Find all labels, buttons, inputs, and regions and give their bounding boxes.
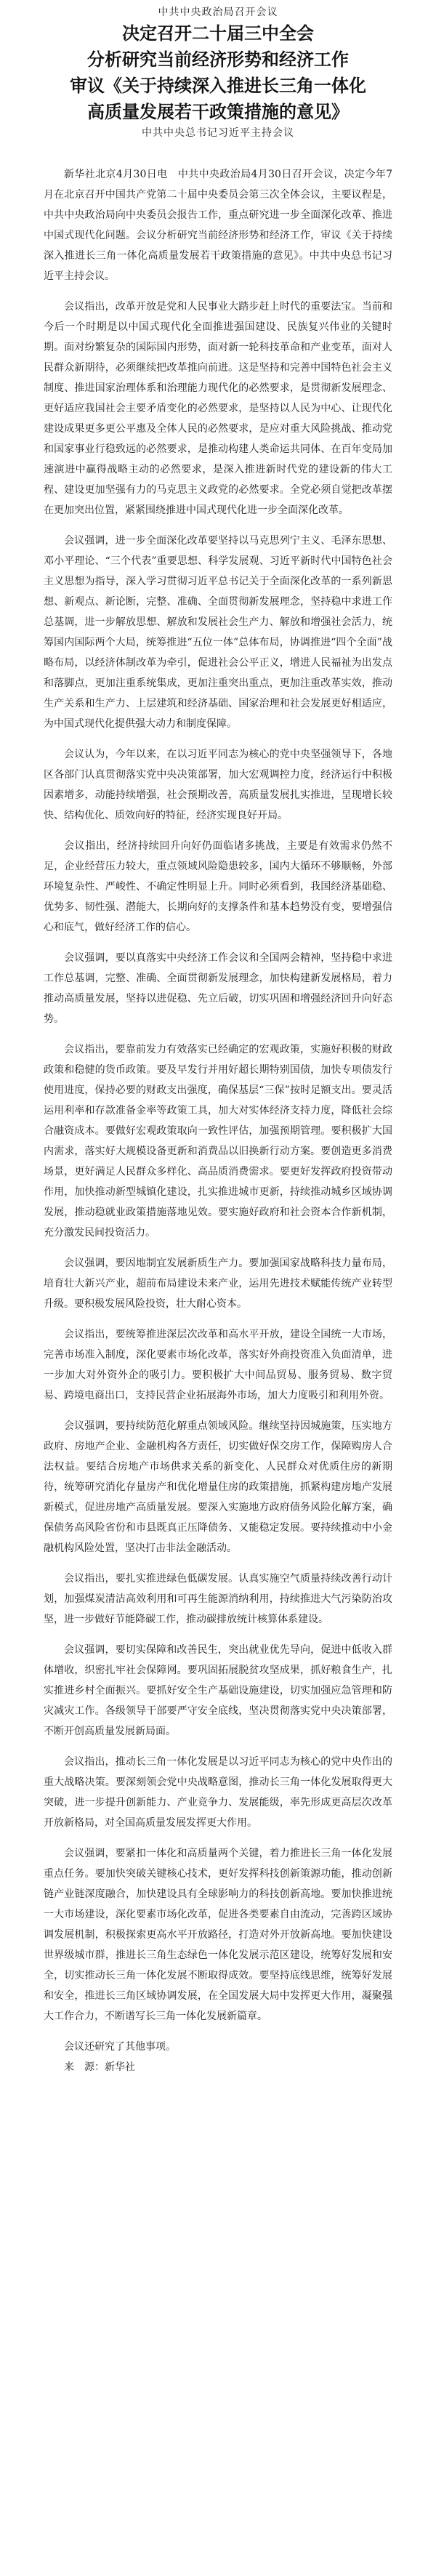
paragraph: 会议强调，要切实保障和改善民生，突出就业优先导向，促进中低收入群体增收，织密扎牢社会保障网。要巩固拓展脱贫攻坚成果，抓好粮食生产，扎实推进乡村全面振兴。要抓好安全生产基础设施建设，切实加强应急管理和防灾减灾工作。各级领导干部要严守安全底线，坚决贯彻落实党中央决策部署，不断开创高质量发展新局面。 (44, 1644, 392, 1737)
headline-line-3: 审议《关于持续深入推进长三角一体化 (70, 76, 366, 96)
paragraph: 会议强调，要紧扣一体化和高质量两个关键，着力推进长三角一体化发展重点任务。要加快突破关键核心技术，更好发挥科技创新策源功能，推动创新链产业链深度融合，加快建设具有全球影响力的科技创新高地。要加快推进统一大市场建设，深化要素市场化改革，促进各类要素自由流动，完善跨区域协调发展机制，积极探索更高水平开放路径，打造对外开放新高地。要加快建设世界级城市群，推进长三角生态绿色一体化发展示范区建设，统筹好发展和安全，切实推动长三角一体化发展不断取得成效。要坚持底线思维，统筹好发展和安全，推进长三角区域协调发展，在全国发展大局中发挥更大作用，凝聚强大工作合力，不断谱写长三角一体化发展新篇章。 (44, 1848, 392, 2022)
paragraph: 会议指出，要扎实推进绿色低碳发展。认真实施空气质量持续改善行动计划，加强煤炭清洁高效利用和可再生能源消纳利用，持续推进大气污染防治攻坚，进一步做好节能降碳工作，推动碳排放统计核算体系建设。 (44, 1573, 392, 1625)
source-line: 来 源：新华社 (64, 2061, 135, 2073)
article-header (0, 0, 436, 141)
paragraph: 会议指出，推动长三角一体化发展是以习近平同志为核心的党中央作出的重大战略决策。要深刻领会党中央战略意图，推动长三角一体化发展取得更大突破，进一步提升创新能力、产业竞争力、发展能级，率先形成更高层次改革开放新格局，对全国高质量发展发挥更大作用。 (44, 1756, 392, 1829)
paragraph: 会议指出，经济持续回升向好仍面临诸多挑战，主要是有效需求仍然不足，企业经营压力较大，重点领域风险隐患较多，国内大循环不够顺畅，外部环境复杂性、严峻性、不确定性明显上升。同时必须看到，我国经济基础稳、优势多、韧性强、潜能大，长期向好的支撑条件和基本趋势没有变，要增强信心和底气，做好经济工作的信心。 (44, 840, 392, 933)
header-kicker: 中共中央政治局召开会议 (158, 7, 278, 18)
headline-line-4: 高质量发展若干政策措施的意见》 (87, 102, 349, 122)
paragraph: 会议强调，要持续防范化解重点领域风险。继续坚持因城施策，压实地方政府、房地产企业、金融机构各方责任，切实做好保交房工作，保障购房人合法权益。要结合房地产市场供求关系的新变化、人民群众对优质住房的新期待，统筹研究消化存量房产和优化增量住房的政策措施，抓紧构建房地产发展新模式，促进房地产高质量发展。要深入实施地方政府债务风险化解方案，确保债务高风险省份和市县既真正压降债务、又能稳定发展。要持续推动中小金融机构风险处置，坚决打击非法金融活动。 (44, 1420, 392, 1554)
paragraph: 会议强调，进一步全面深化改革要坚持以马克思列宁主义、毛泽东思想、邓小平理论、“三个代表”重要思想、科学发展观、习近平新时代中国特色社会主义思想为指导，深入学习贯彻习近平总书记关于全面深化改革的一系列新思想、新观点、新论断，完整、准确、全面贯彻新发展理念，坚持稳中求进工作总基调，进一步解放思想、解放和发展社会生产力、解放和增强社会活力，统筹国内国际两个大局，统筹推进“五位一体”总体布局，协调推进“四个全面”战略布局，以经济体制改革为牵引，促进社会公平正义，增进人民福祉为出发点和落脚点，更加注重系统集成，更加注重突出重点，更加注重改革实效，推动生产关系和生产力、上层建筑和经济基础、国家治理和社会发展更好相适应，为中国式现代化提供强大动力和制度保障。 (44, 535, 392, 730)
paragraph: 会议指出，要统筹推进深层次改革和高水平开放，建设全国统一大市场，完善市场准入制度，深化要素市场化改革，落实好外商投资准入负面清单，进一步加大对外资外企的吸引力。要积极扩大中间品贸易、服务贸易、数字贸易、跨境电商出口，支持民营企业拓展海外市场，加大力度吸引和利用外资。 (44, 1329, 392, 1401)
headline-line-2: 分析研究当前经济形势和经济工作 (87, 49, 349, 70)
closing-line: 会议还研究了其他事项。 (64, 2041, 176, 2053)
paragraph: 会议认为，今年以来，在以习近平同志为核心的党中央坚强领导下，各地区各部门认真贯彻落实党中央决策部署，加大宏观调控力度，经济运行中积极因素增多，动能持续增强，社会预期改善，高质量发展扎实推进，呈现增长较快、结构优化、质效向好的特征，经济实现良好开局。 (44, 749, 392, 821)
paragraph: 会议强调，要以真落实中央经济工作会议和全国两会精神，坚持稳中求进工作总基调，完整、准确、全面贯彻新发展理念，加快构建新发展格局，着力推动高质量发展，坚持以进促稳、先立后破，切实巩固和增强经济回升向好态势。 (44, 952, 392, 1025)
paragraph: 会议指出，改革开放是党和人民事业大踏步赶上时代的重要法宝。当前和今后一个时期是以中国式现代化全面推进强国建设、民族复兴伟业的关键时期。面对纷繁复杂的国际国内形势，面对新一轮科技革命和产业变革，面对人民群众新期待，必须继续把改革推向前进。这是坚持和完善中国特色社会主义制度、推进国家治理体系和治理能力现代化的必然要求，是贯彻新发展理念、更好适应我国社会主要矛盾变化的必然要求，是坚持以人民为中心、让现代化建设成果更多更公平惠及全体人民的必然要求，是应对重大风险挑战、推动党和国家事业行稳致远的必然要求，是推动构建人类命运共同体、在百年变局加速演进中赢得战略主动的必然要求，是深入推进新时代党的建设新的伟大工程、建设更加坚强有力的马克思主义政党的必然要求。全党必须自觉把改革摆在更加突出位置，紧紧围绕推进中国式现代化进一步全面深化改革。 (44, 301, 392, 516)
paragraph: 会议强调，要因地制宜发展新质生产力。要加强国家战略科技力量布局，培育壮大新兴产业，超前布局建设未来产业，运用先进技术赋能传统产业转型升级。要积极发展风险投资，壮大耐心资本。 (44, 1257, 392, 1310)
paragraph: 会议指出，要靠前发力有效落实已经确定的宏观政策，实施好积极的财政政策和稳健的货币政策。要及早发行并用好超长期特别国债，加快专项债发行使用进度，保持必要的财政支出强度，确保基层“三保”按时足额支出。要灵活运用利率和存款准备金率等政策工具，加大对实体经济支持力度，降低社会综合融资成本。要做好宏观政策取向一致性评估，加强预期管理。要积极扩大国内需求，落实好大规模设备更新和消费品以旧换新行动方案。要创造更多消费场景，更好满足人民群众多样化、高品质消费需求。要更好发挥政府投资带动作用，加快推动新型城镇化建设，扎实推进城市更新，持续推动城乡区域协调发展，推动稳就业政策措施落地见效。要实施好政府和社会资本合作新机制，充分激发民间投资活力。 (44, 1044, 392, 1239)
paragraph: 新华社北京4月30日电 中共中央政治局4月30日召开会议，决定今年7月在北京召开中国共产党第二十届中央委员会第三次全体会议，主要议程是，中共中央政治局向中央委员会报告工作，重点研究进一步全面深化改革、推进中国式现代化问题。会议分析研究当前经济形势和经济工作，审议《关于持续深入推进长三角一体化高质量发展若干政策措施的意见》。中共中央总书记习近平主持会议。 (44, 169, 392, 282)
header-presider: 中共中央总书记习近平主持会议 (142, 127, 294, 139)
headline-line-1: 决定召开二十届三中全会 (122, 23, 314, 44)
article-body (0, 164, 436, 2077)
